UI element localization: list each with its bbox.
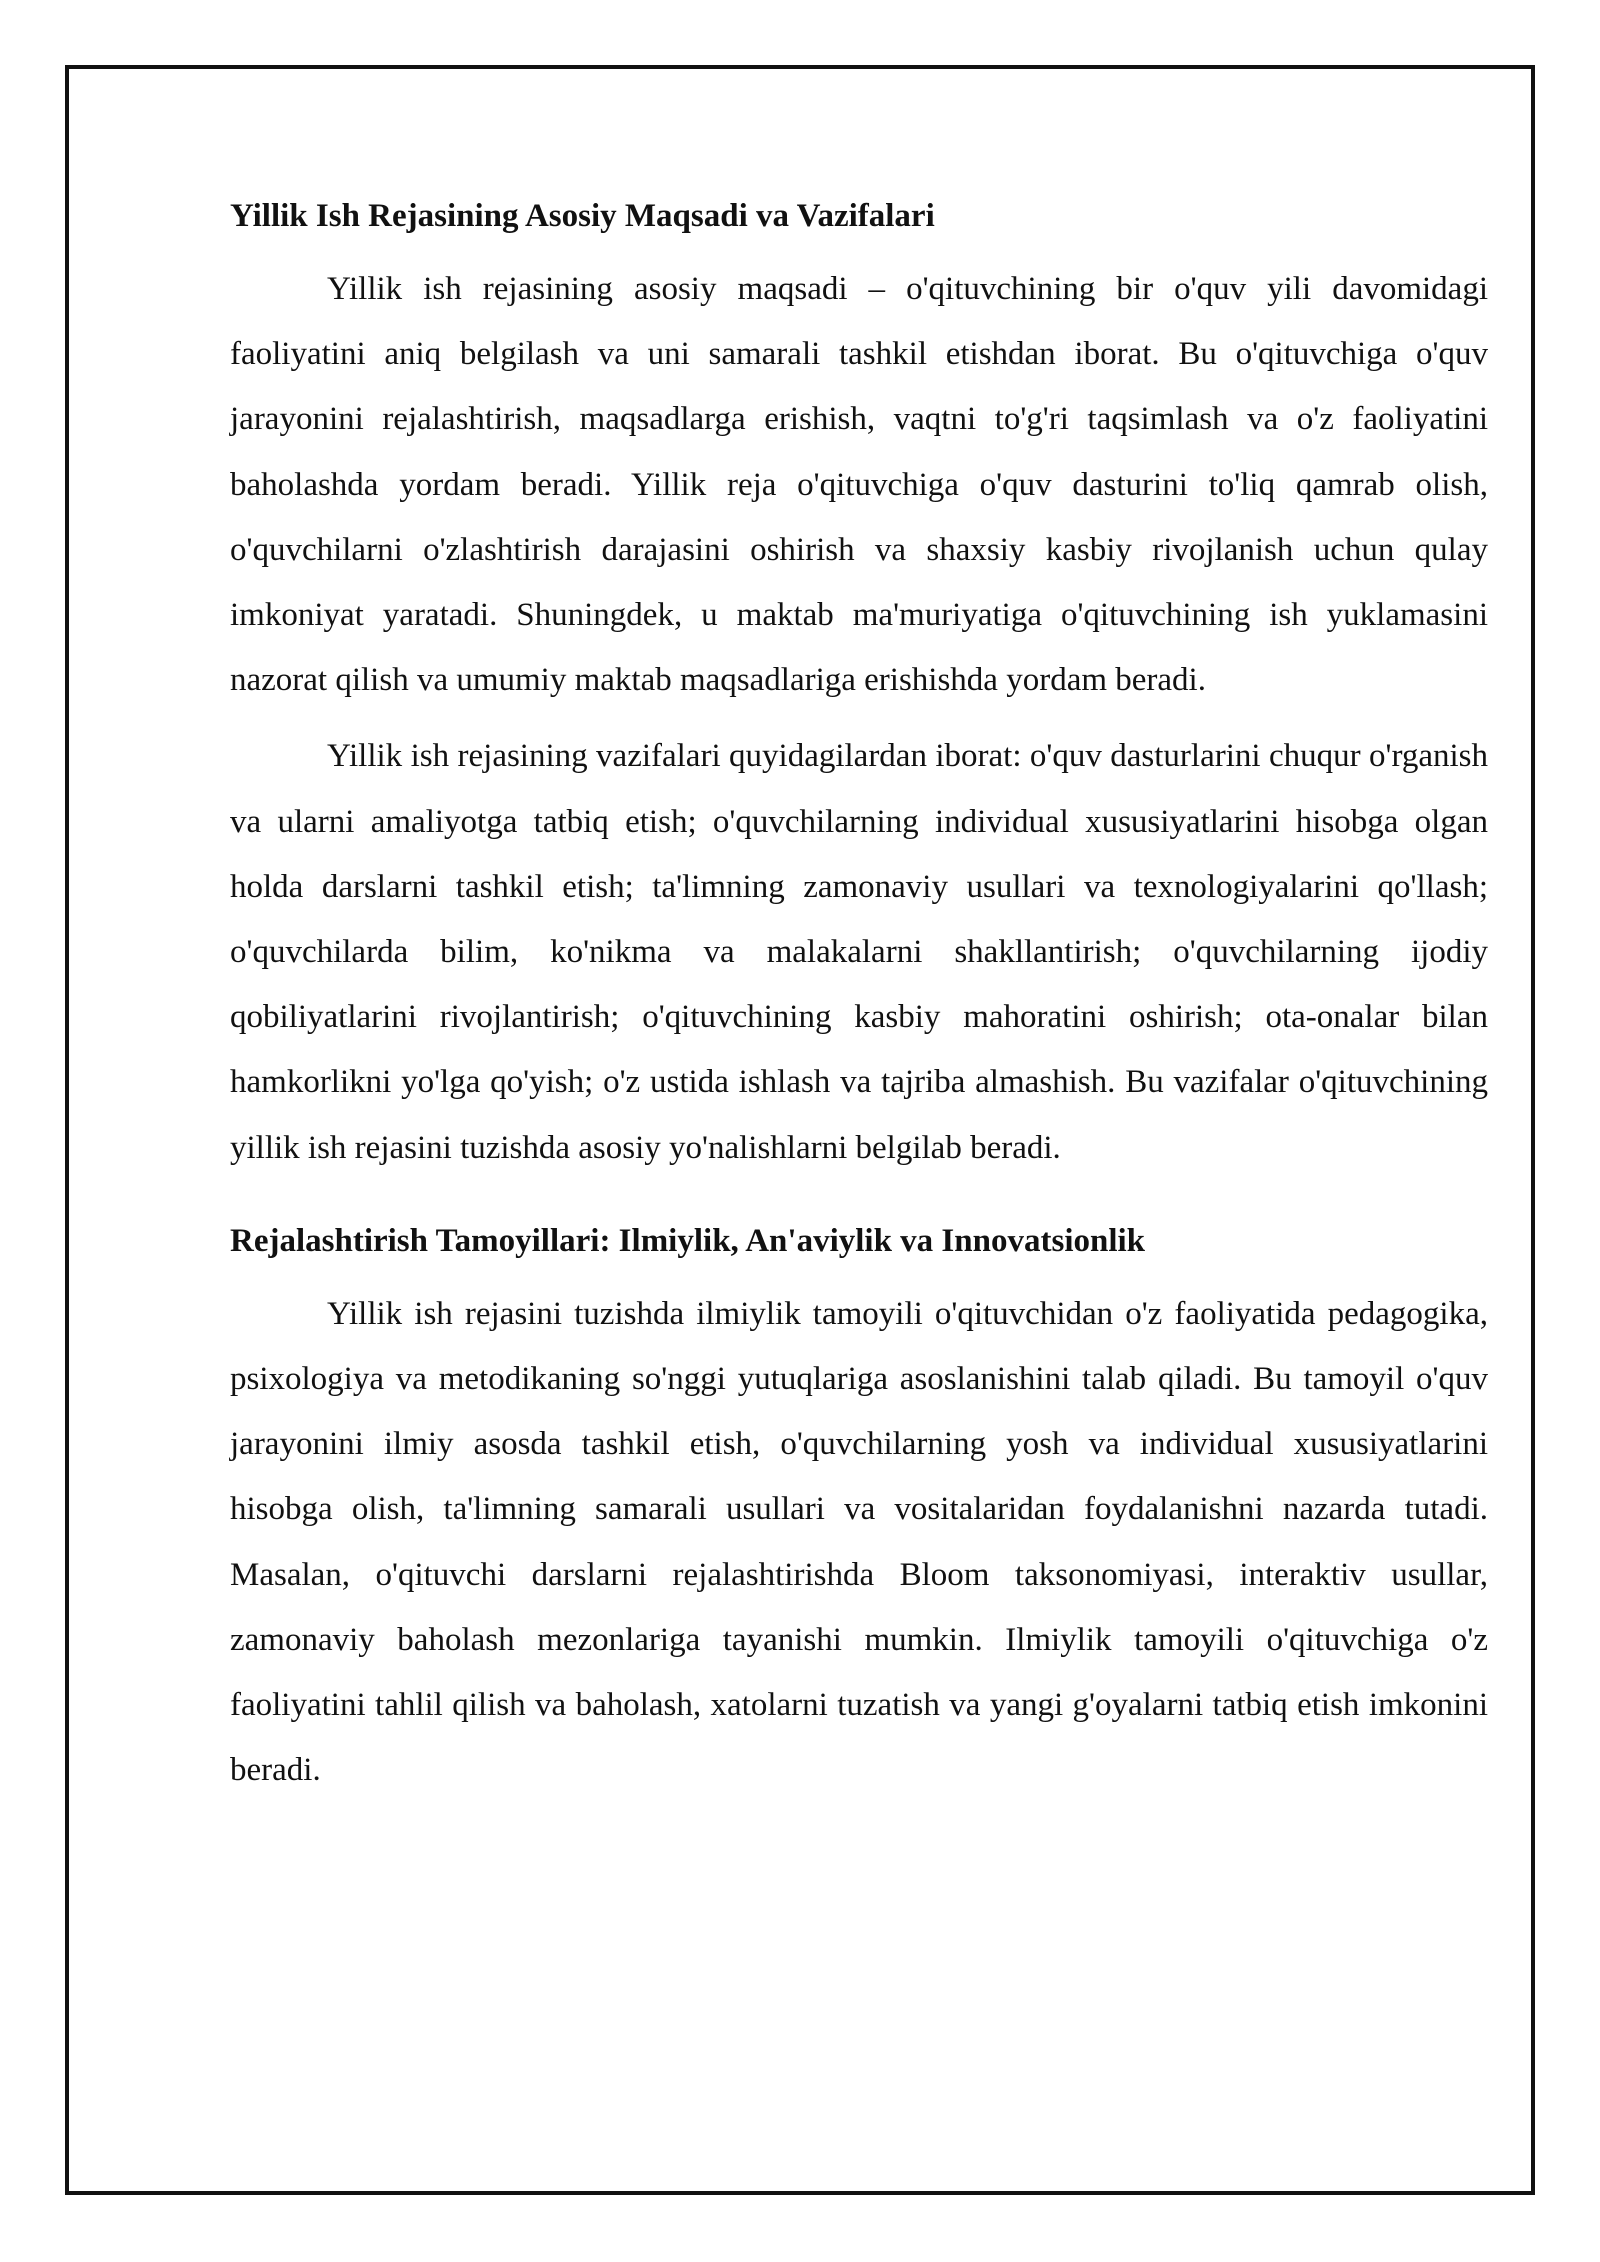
paragraph-tasks: Yillik ish rejasining vazifalari quyidagilardan iborat: o'quv dasturlarini chuqur o'rganish va ularni amaliyotga tatbiq etish; o'quvchilarning individual xususiyatlarini hisobga olgan holda darslarni tashkil etish; ta'limning zamonaviy usullari va texnologiyalarini qo'llash; o'quvchilarda bilim, ko'nikma va malakalarni shakllantirish; o'quvchilarning ijodiy qobiliyatlarini rivojlantirish; o'qituvchining kasbiy mahoratini oshirish; ota-onalar bilan hamkorlikni yo'lga qo'yish; o'z ustida ishlash va tajriba almashish. Bu vazifalar o'qituvchining yillik ish rejasini tuzishda asosiy yo'nalishlarni belgilab beradi.: [230, 738, 1488, 1166]
paragraph-goals: Yillik ish rejasining asosiy maqsadi – o'qituvchining bir o'quv yili davomidagi faoliyatini aniq belgilash va uni samarali tashkil etishdan iborat. Bu o'qituvchiga o'quv jarayonini rejalashtirish, maqsadlarga erishish, vaqtni to'g'ri taqsimlash va o'z faoliyatini baholashda yordam beradi. Yillik reja o'qituvchiga o'quv dasturini to'liq qamrab olish, o'quvchilarni o'zlashtirish darajasini oshirish va shaxsiy kasbiy rivojlanish uchun qulay imkoniyat yaratadi. Shuningdek, u maktab ma'muriyatiga o'qituvchining ish yuklamasini nazorat qilish va umumiy maktab maqsadlariga erishishda yordam beradi.: [230, 271, 1488, 699]
document-body: [230, 196, 1488, 1814]
section-heading-principles: Rejalashtirish Tamoyillari: Ilmiylik, An'aviylik va Innovatsionlik: [230, 1222, 1146, 1259]
section-heading-goals: Yillik Ish Rejasining Asosiy Maqsadi va Vazifalari: [230, 198, 935, 234]
paragraph-principles: Yillik ish rejasini tuzishda ilmiylik tamoyili o'qituvchidan o'z faoliyatida pedagogika, psixologiya va metodikaning so'nggi yutuqlariga asoslanishini talab qiladi. Bu tamoyil o'quv jarayonini ilmiy asosda tashkil etish, o'quvchilarning yosh va individual xususiyatlarini hisobga olish, ta'limning samarali usullari va vositalaridan foydalanishni nazarda tutadi. Masalan, o'qituvchi darslarni rejalashtirishda Bloom taksonomiyasi, interaktiv usullar, zamonaviy baholash mezonlariga tayanishi mumkin. Ilmiylik tamoyili o'qituvchiga o'z faoliyatini tahlil qilish va baholash, xatolarni tuzatish va yangi g'oyalarni tatbiq etish imkonini beradi.: [230, 1295, 1488, 1789]
